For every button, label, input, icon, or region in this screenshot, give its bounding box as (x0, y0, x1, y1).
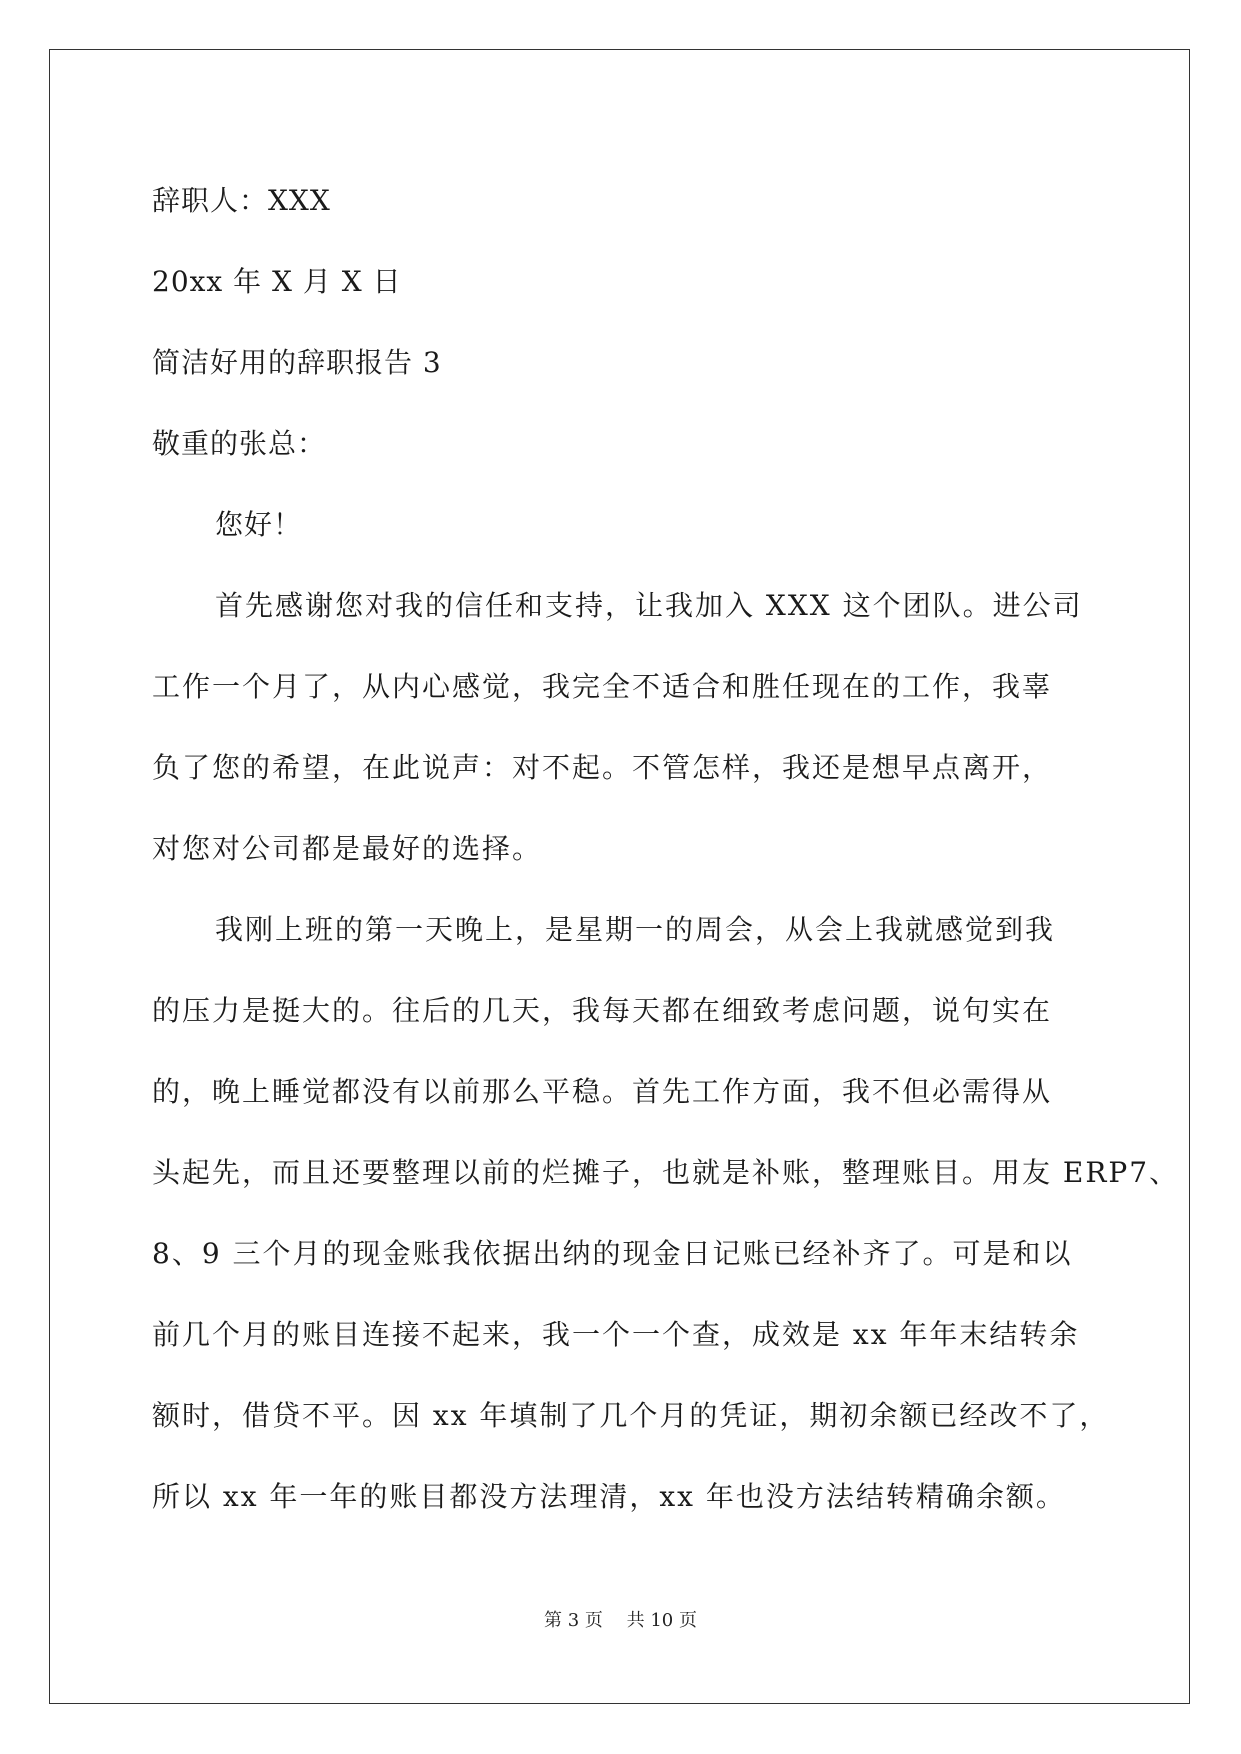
paragraph-2-line: 所以 xx 年一年的账目都没方法理清，xx 年也没方法结转精确余额。 (152, 1480, 1066, 1513)
resigner-line: 辞职人：XXX (152, 184, 331, 217)
page-number-footer: 第 3 页 共 10 页 (544, 1610, 697, 1631)
paragraph-2-line: 我刚上班的第一天晚上，是星期一的周会，从会上我就感觉到我 (215, 913, 1056, 946)
paragraph-1 (152, 565, 1112, 889)
document-body (152, 160, 1180, 1537)
paragraph-1-line: 对您对公司都是最好的选择。 (152, 832, 543, 865)
paragraph-1-line: 工作一个月了，从内心感觉，我完全不适合和胜任现在的工作，我辜 (152, 670, 1053, 703)
date-line: 20xx 年 X 月 X 日 (152, 265, 402, 298)
paragraph-2-line: 的，晚上睡觉都没有以前那么平稳。首先工作方面，我不但必需得从 (152, 1075, 1053, 1108)
paragraph-1-line: 负了您的希望，在此说声：对不起。不管怎样，我还是想早点离开， (152, 751, 1053, 784)
paragraph-1-line: 首先感谢您对我的信任和支持，让我加入 XXX 这个团队。进公司 (215, 589, 1083, 622)
paragraph-2-line: 前几个月的账目连接不起来，我一个一个查，成效是 xx 年年末结转余 (152, 1318, 1080, 1351)
paragraph-2-line: 8、9 三个月的现金账我依据出纳的现金日记账已经补齐了。可是和以 (152, 1237, 1073, 1270)
salutation: 敬重的张总： (152, 427, 327, 460)
document-title: 简洁好用的辞职报告 3 (152, 346, 442, 379)
paragraph-2-line: 的压力是挺大的。往后的几天，我每天都在细致考虑问题，说句实在 (152, 994, 1053, 1027)
paragraph-2 (152, 889, 1180, 1537)
greeting: 您好！ (215, 508, 303, 541)
paragraph-2-line: 头起先，而且还要整理以前的烂摊子，也就是补账，整理账目。用友 ERP7、 (152, 1156, 1180, 1189)
paragraph-2-line: 额时，借贷不平。因 xx 年填制了几个月的凭证，期初余额已经改不了， (152, 1399, 1110, 1432)
